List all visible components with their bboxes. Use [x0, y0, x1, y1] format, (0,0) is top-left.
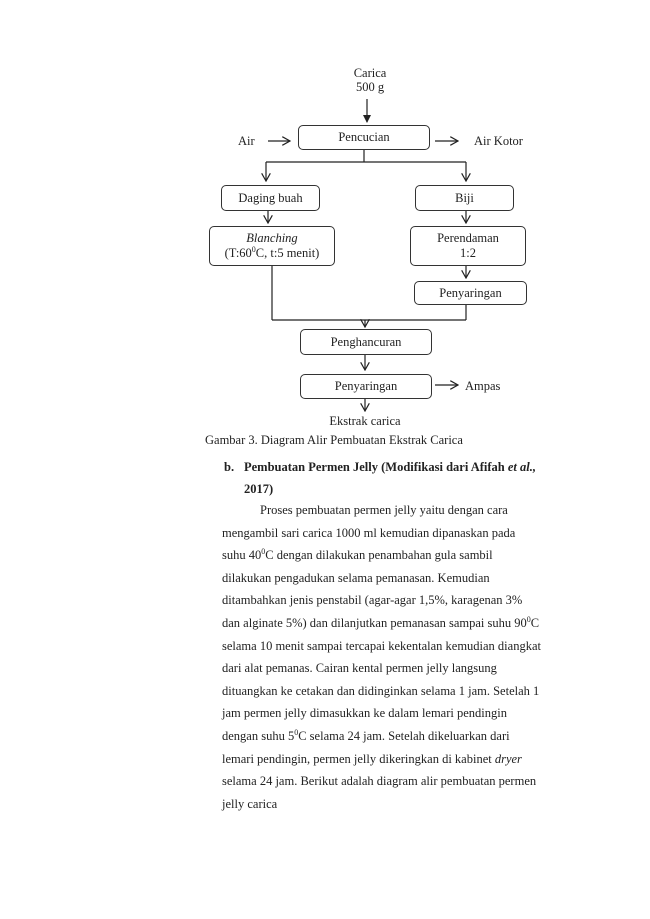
input-quantity: 500 g [355, 80, 385, 94]
filter-1-box [414, 281, 527, 305]
wash-label: Pencucian [338, 130, 390, 144]
body-paragraph [222, 499, 558, 815]
paragraph-line: selama 10 menit sampai tercapai kekentalan kemudian diangkat [222, 638, 541, 653]
paragraph-line: dengan suhu $5^0C$ selama 24 jam. Setelah dikeluarkan dari [222, 727, 510, 743]
seed-box [415, 185, 514, 211]
crush-label: Penghancuran [330, 334, 402, 349]
soak-box [410, 226, 526, 266]
blanching-box [209, 226, 335, 266]
soak-ratio: 1:2 [460, 246, 476, 260]
flow-diagram [0, 0, 650, 430]
crush-box [300, 329, 432, 355]
filter-1-label: Penyaringan [439, 285, 502, 300]
flesh-label: Daging buah [238, 190, 303, 205]
wash-box [298, 125, 430, 150]
section-title-line-1: Pembuatan Permen Jelly (Modifikasi dari Afifah et al., [244, 460, 536, 474]
paragraph-line: dan alginate 5%) dan dilanjutkan pemanasan sampai suhu $90^0C$ [222, 614, 540, 630]
paragraph-line: mengambil sari carica 1000 ml kemudian dipanaskan pada [222, 525, 516, 540]
input-name: Carica [353, 66, 387, 80]
filter-2-label: Penyaringan [334, 379, 398, 393]
flesh-box [221, 185, 320, 211]
paragraph-line: jelly carica [222, 796, 278, 811]
dirty-water-label: Air Kotor [474, 134, 523, 148]
paragraph-line: suhu $40^0C$ dengan dilakukan penambahan gula sambil [222, 547, 493, 563]
paragraph-line: lemari pendingin, permen jelly dikeringkan di kabinet dryer [222, 751, 522, 766]
paragraph-line: dituangkan ke cetakan dan didinginkan selama 1 jam. Setelah 1 [222, 683, 540, 698]
figure-caption: Gambar 3. Diagram Alir Pembuatan Ekstrak Carica [205, 433, 463, 447]
air-label: Air [238, 134, 255, 148]
paragraph-line: jam permen jelly dimasukkan ke dalam lemari pendingin [222, 706, 507, 721]
paragraph-line: selama 24 jam. Berikut adalah diagram alir pembuatan permen [222, 774, 537, 789]
paragraph-line: Proses pembuatan permen jelly yaitu dengan cara [260, 503, 508, 517]
output-label: Ekstrak carica [329, 414, 401, 428]
blanching-conditions: ($T:60^0C$, t:5 menit) [224, 244, 320, 260]
soak-title: Perendaman [437, 231, 499, 245]
section-title-line-2: 2017) [244, 482, 274, 496]
seed-label: Biji [455, 190, 474, 205]
paragraph-line: dari alat pemanas. Cairan kental permen jelly langsung [222, 661, 497, 676]
residue-label: Ampas [465, 379, 501, 393]
section-number: b. [224, 460, 235, 474]
filter-2-box [300, 374, 432, 399]
paragraph-line: dilakukan pengadukan selama pemanasan. Kemudian [222, 570, 490, 585]
paragraph-line: ditambahkan jenis penstabil (agar-agar 1,5%, karagenan 3% [222, 593, 523, 608]
diagram-connectors [0, 0, 650, 430]
blanching-title: Blanching [246, 231, 298, 245]
